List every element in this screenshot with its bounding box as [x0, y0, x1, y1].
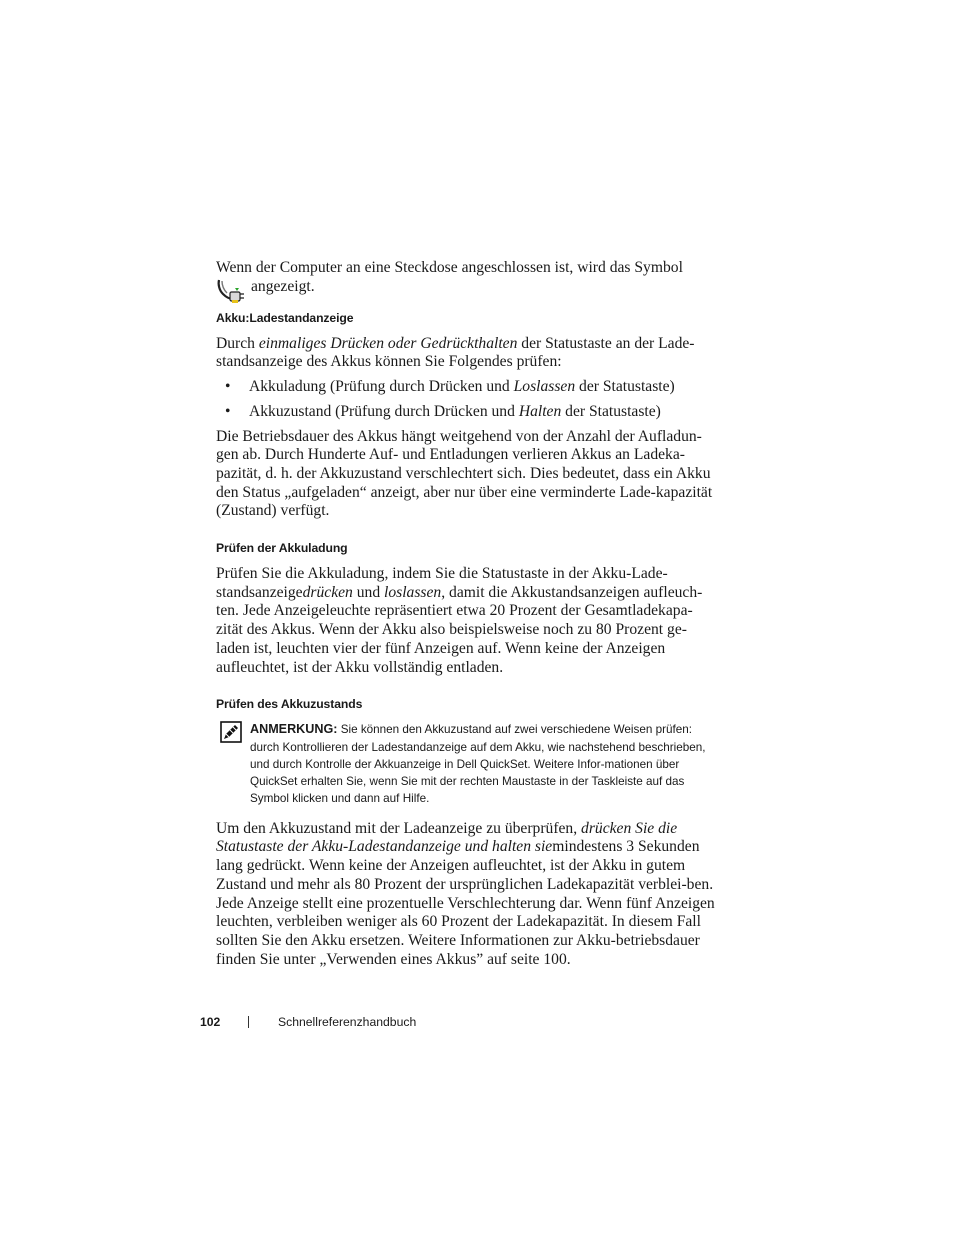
- list-item: [216, 378, 716, 397]
- bullet-italic: Halten: [518, 402, 562, 420]
- akkuladung-text-post: , damit die Akkustandsanzeigen aufleuch-ten. Jede Anzeigeleuchte repräsentiert etwa 20 Prozent der Gesamtladekapa-zität des Akkus. Wenn der Akku also beispielsweise noch zu 80 Prozent ge-laden ist, leuchten vier der fünf Anzeigen auf. Wenn keine der Anzeigen aufleuchtet, ist der Akku vollständig entladen.: [216, 583, 703, 676]
- ladestand-text-italic: einmaliges Drücken oder Gedrückthalten: [258, 334, 518, 352]
- page-footer: [200, 1015, 416, 1029]
- footer-separator: [248, 1016, 249, 1028]
- note-box: [216, 721, 716, 807]
- power-plug-icon: [216, 278, 246, 304]
- note-menu-hilfe: Hilfe: [402, 792, 427, 806]
- ladestand-text-pre: Durch: [216, 334, 259, 352]
- akkuzustand-italic: drücken Sie die Statustaste der Akku-Ladestandanzeige und halten sie: [216, 819, 678, 856]
- heading-pruefen-akkuzustand: Prüfen des Akkuzustands: [216, 697, 363, 712]
- akkuladung-italic-loslassen: loslassen: [384, 583, 442, 601]
- akkuladung-paragraph: [216, 565, 716, 677]
- check-list: [216, 378, 716, 421]
- bullet-italic: Loslassen: [513, 378, 576, 396]
- heading-pruefen-akkuladung: Prüfen der Akkuladung: [216, 541, 348, 556]
- bullet-dot: •: [225, 402, 231, 420]
- akkuladung-text-mid: und: [352, 583, 385, 601]
- akkuladung-text-pre: Prüfen Sie die Akkuladung, indem Sie die Statustaste in der Akku-Lade-standsanzeige: [216, 565, 668, 601]
- akkuzustand-text-pre: Um den Akkuzustand mit der Ladeanzeige zu überprüfen,: [216, 819, 582, 837]
- note-pencil-icon: [220, 721, 242, 743]
- heading-ladestandanzeige: Akku:Ladestandanzeige: [216, 310, 354, 325]
- intro-line-1: Wenn der Computer an eine Steckdose angeschlossen ist, wird das Symbol: [216, 259, 683, 276]
- intro-paragraph: [216, 259, 716, 306]
- bullet-text: Akkuzustand (Prüfung durch Drücken und: [249, 402, 519, 420]
- note-label: ANMERKUNG:: [250, 722, 338, 737]
- akkuzustand-paragraph: [216, 820, 716, 970]
- bullet-text: Akkuladung (Prüfung durch Drücken und: [249, 378, 514, 396]
- list-item: [216, 403, 716, 422]
- akkuzustand-text-post: mindestens 3 Sekunden lang gedrückt. Wenn keine der Anzeigen aufleuchtet, ist der Akku in gutem Zustand und mehr als 80 Prozent der ursprünglichen Ladekapazität verblei-ben. Jede Anzeige stellt eine prozentuelle Verschlechterung dar. Wenn fünf Anzeigen leuchten, verbleiben weniger als 60 Prozent der Ladekapazität. In diesem Fall sollten Sie den Akku ersetzen. Weitere Informationen zur Akku-betriebsdauer finden Sie unter „Verwenden eines Akkus” auf seite 100.: [216, 838, 715, 968]
- betriebsdauer-paragraph: Die Betriebsdauer des Akkus hängt weitgehend von der Anzahl der Aufladun-gen ab. Durch Hunderte Auf- und Entladungen verlieren Akkus an Ladeka-pazität, d. h. der Akkuzustand verschlechtert sich. Dies bedeutet, dass ein Akku den Status „aufgeladen“ anzeigt, aber nur über eine verminderte Lade-kapazität (Zustand) verfügt.: [216, 427, 713, 520]
- ladestand-paragraph: [216, 335, 716, 372]
- bullet-dot: •: [225, 378, 231, 396]
- akkuladung-italic-druecken: drücken: [302, 583, 353, 601]
- note-body: Sie können den Akkuzustand auf zwei verschiedene Weisen prüfen: durch Kontrollieren der Ladestandanzeige auf dem Akku, wie nachstehend beschrieben, und durch Kontrolle der Akkuanzeige in Dell QuickSet. Weitere Infor-mationen über QuickSet erhalten Sie, wenn Sie mit der rechten Maustaste in der Taskleiste auf das Symbol klicken und dann auf: [250, 723, 706, 806]
- ladestand-text-post: der Statustaste an der Lade-standsanzeige des Akkus können Sie Folgendes prüfen:: [216, 334, 695, 371]
- note-end: .: [426, 792, 430, 806]
- intro-angezeigt: angezeigt.: [251, 277, 315, 295]
- page-content: [216, 259, 716, 969]
- page-number: 102: [200, 1015, 221, 1029]
- footer-title: Schnellreferenzhandbuch: [278, 1015, 417, 1029]
- bullet-text-post: der Statustaste): [575, 378, 675, 396]
- note-text: [250, 721, 716, 807]
- bullet-text-post: der Statustaste): [561, 402, 661, 420]
- intro-line-2: [216, 278, 716, 306]
